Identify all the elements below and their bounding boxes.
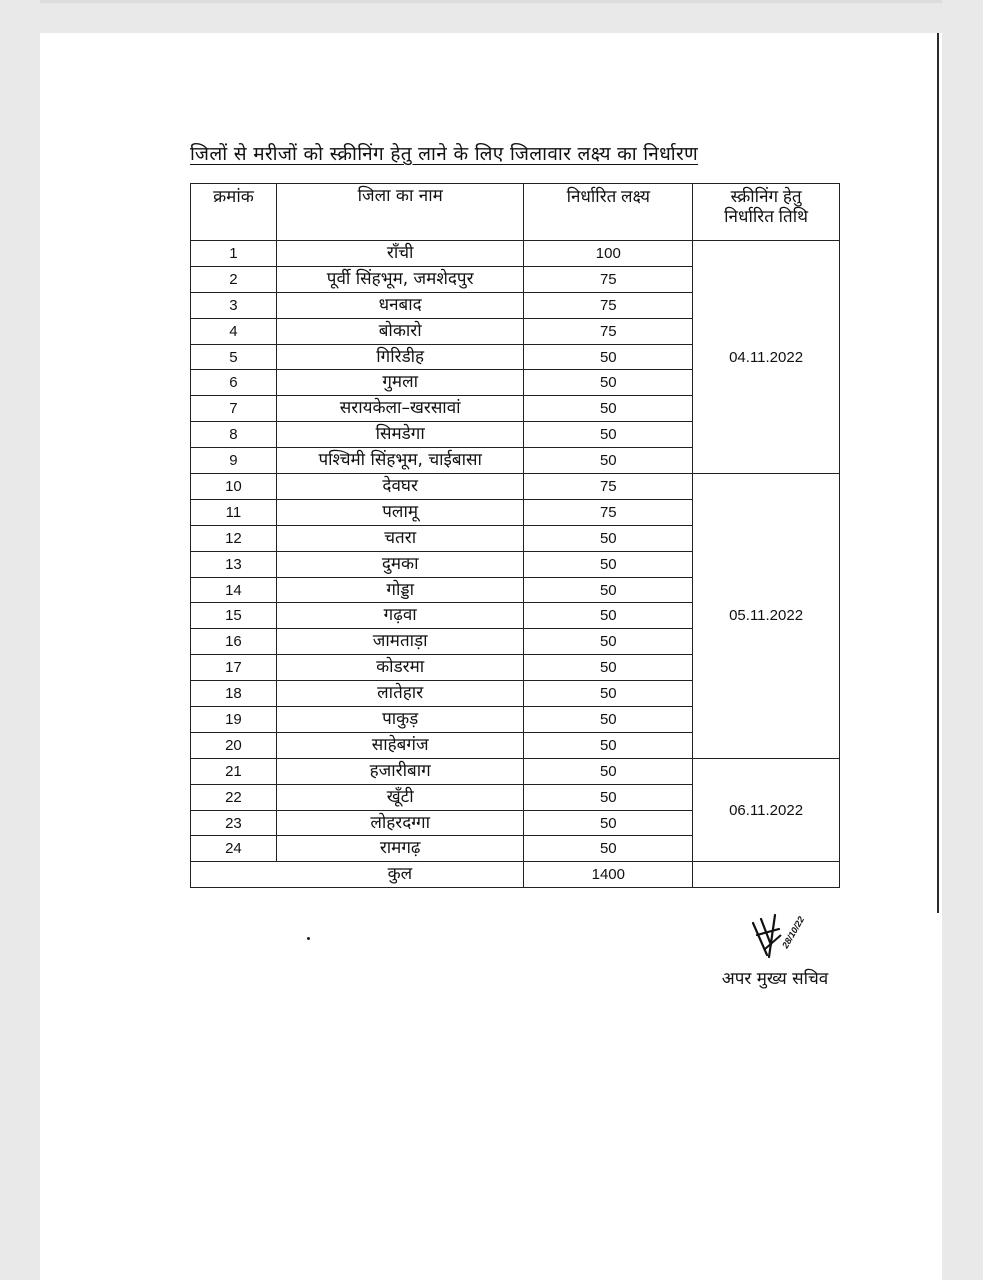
target-cell: 50 xyxy=(524,732,693,758)
serial-cell: 18 xyxy=(191,681,277,707)
target-cell: 75 xyxy=(524,266,693,292)
serial-cell: 14 xyxy=(191,577,277,603)
serial-cell: 1 xyxy=(191,241,277,267)
total-value-cell: 1400 xyxy=(524,862,693,888)
district-cell: देवघर xyxy=(276,474,524,500)
district-cell: राँची xyxy=(276,241,524,267)
serial-cell: 3 xyxy=(191,292,277,318)
header-district: जिला का नाम xyxy=(276,184,524,241)
target-cell: 50 xyxy=(524,577,693,603)
target-cell: 75 xyxy=(524,292,693,318)
serial-cell: 23 xyxy=(191,810,277,836)
target-cell: 50 xyxy=(524,448,693,474)
target-cell: 50 xyxy=(524,707,693,733)
table-row xyxy=(191,474,840,500)
serial-cell: 20 xyxy=(191,732,277,758)
table-row xyxy=(191,758,840,784)
document-title: जिलों से मरीजों को स्क्रीनिंग हेतु लाने के लिए जिलावार लक्ष्य का निर्धारण xyxy=(190,143,699,165)
header-date xyxy=(693,184,840,241)
table-row xyxy=(191,241,840,267)
serial-cell: 24 xyxy=(191,836,277,862)
district-cell: सरायकेला–खरसावां xyxy=(276,396,524,422)
target-cell: 50 xyxy=(524,422,693,448)
serial-cell: 5 xyxy=(191,344,277,370)
page-edge-line xyxy=(937,33,939,913)
district-cell: लातेहार xyxy=(276,681,524,707)
target-cell: 75 xyxy=(524,499,693,525)
serial-cell: 10 xyxy=(191,474,277,500)
total-row xyxy=(191,862,840,888)
serial-cell: 6 xyxy=(191,370,277,396)
screening-date-cell: 05.11.2022 xyxy=(693,474,840,759)
district-cell: गोड्डा xyxy=(276,577,524,603)
district-cell: पूर्वी सिंहभूम, जमशेदपुर xyxy=(276,266,524,292)
serial-cell: 19 xyxy=(191,707,277,733)
district-cell: हजारीबाग xyxy=(276,758,524,784)
target-cell: 50 xyxy=(524,836,693,862)
district-cell: गिरिडीह xyxy=(276,344,524,370)
screening-date-cell: 04.11.2022 xyxy=(693,241,840,474)
target-cell: 50 xyxy=(524,758,693,784)
serial-cell: 11 xyxy=(191,499,277,525)
district-cell: सिमडेगा xyxy=(276,422,524,448)
serial-cell: 9 xyxy=(191,448,277,474)
table-header-row xyxy=(191,184,840,241)
header-date-line2: निर्धारित तिथि xyxy=(724,207,808,226)
district-cell: खूँटी xyxy=(276,784,524,810)
district-cell: दुमका xyxy=(276,551,524,577)
signature-date: 28/10/22 xyxy=(780,914,807,950)
header-serial: क्रमांक xyxy=(191,184,277,241)
target-cell: 75 xyxy=(524,474,693,500)
district-cell: चतरा xyxy=(276,525,524,551)
district-cell: कोडरमा xyxy=(276,655,524,681)
district-cell: रामगढ़ xyxy=(276,836,524,862)
header-date-line1: स्क्रीनिंग हेतु xyxy=(730,187,802,206)
target-cell: 50 xyxy=(524,396,693,422)
target-cell: 75 xyxy=(524,318,693,344)
district-cell: पलामू xyxy=(276,499,524,525)
ink-dot xyxy=(307,937,310,940)
signatory-designation: अपर मुख्य सचिव xyxy=(721,969,829,989)
district-target-table xyxy=(190,183,840,888)
target-cell: 50 xyxy=(524,344,693,370)
target-cell: 100 xyxy=(524,241,693,267)
target-cell: 50 xyxy=(524,603,693,629)
district-cell: पाकुड़ xyxy=(276,707,524,733)
district-cell: गढ़वा xyxy=(276,603,524,629)
target-cell: 50 xyxy=(524,655,693,681)
serial-cell: 7 xyxy=(191,396,277,422)
serial-cell: 4 xyxy=(191,318,277,344)
total-label-cell: कुल xyxy=(276,862,524,888)
serial-cell: 2 xyxy=(191,266,277,292)
target-cell: 50 xyxy=(524,681,693,707)
header-target: निर्धारित लक्ष्य xyxy=(524,184,693,241)
total-date-empty-cell xyxy=(693,862,840,888)
target-cell: 50 xyxy=(524,525,693,551)
signature xyxy=(745,905,815,965)
target-cell: 50 xyxy=(524,370,693,396)
serial-cell: 8 xyxy=(191,422,277,448)
serial-cell: 22 xyxy=(191,784,277,810)
target-cell: 50 xyxy=(524,629,693,655)
district-cell: साहेबगंज xyxy=(276,732,524,758)
serial-cell: 16 xyxy=(191,629,277,655)
district-cell: बोकारो xyxy=(276,318,524,344)
target-cell: 50 xyxy=(524,810,693,836)
serial-cell: 12 xyxy=(191,525,277,551)
district-cell: जामताड़ा xyxy=(276,629,524,655)
district-cell: गुमला xyxy=(276,370,524,396)
serial-cell: 13 xyxy=(191,551,277,577)
target-cell: 50 xyxy=(524,551,693,577)
district-cell: लोहरदग्गा xyxy=(276,810,524,836)
screening-date-cell: 06.11.2022 xyxy=(693,758,840,862)
serial-cell: 17 xyxy=(191,655,277,681)
total-empty-cell xyxy=(191,862,277,888)
district-cell: धनबाद xyxy=(276,292,524,318)
top-edge xyxy=(40,0,942,3)
serial-cell: 21 xyxy=(191,758,277,784)
serial-cell: 15 xyxy=(191,603,277,629)
table-body xyxy=(191,241,840,888)
district-cell: पश्चिमी सिंहभूम, चाईबासा xyxy=(276,448,524,474)
target-cell: 50 xyxy=(524,784,693,810)
